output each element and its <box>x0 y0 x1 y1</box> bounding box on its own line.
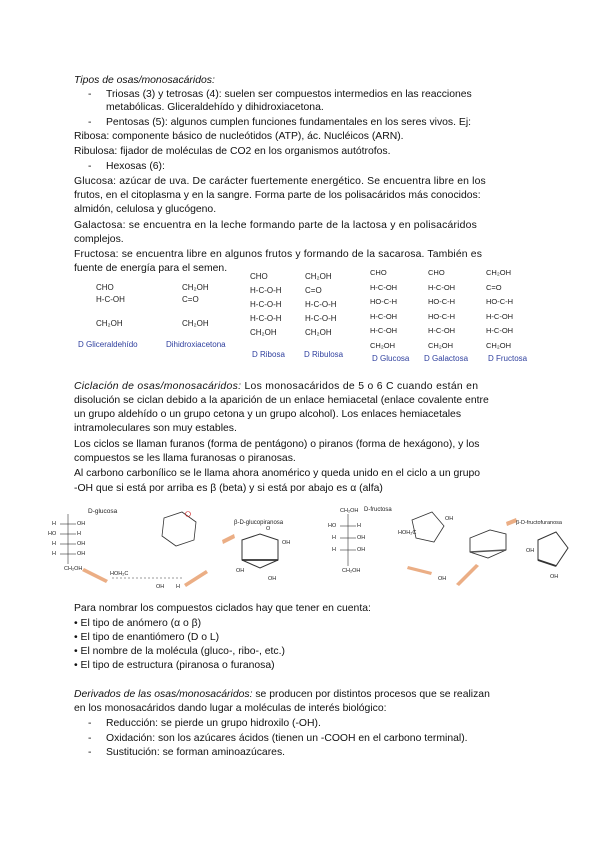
reaction-arrow <box>184 570 208 587</box>
list-item-hexosas: - Hexosas (6): <box>88 161 165 172</box>
glucosa-line-2: frutos, en el citoplasma y en la sangre. Forma parte de los polisacáridos más conocidos: <box>74 190 481 201</box>
svg-text:OH: OH <box>156 584 165 590</box>
list-item-pentosas: - Pentosas (5): algunos cumplen funciones fundamentales en los seres vivos. Ej: <box>88 117 472 128</box>
fig-right-title: D-fructosa <box>364 507 392 513</box>
svg-text:OH: OH <box>357 547 366 553</box>
ciclos-line-2: compuestos se les llama furanosas o piranosas. <box>74 453 296 464</box>
list-item-triosas: - Triosas (3) y tetrosas (4): suelen ser compuestos intermedios en las reacciones <box>88 89 472 100</box>
glucose-chain <box>60 514 76 564</box>
ribulosa-label: D Ribulosa <box>304 350 344 359</box>
glucosa-label: D Glucosa <box>372 354 410 363</box>
ciclacion-line-4: intramoleculares son muy estables. <box>74 423 237 434</box>
svg-text:HOH₂C: HOH₂C <box>110 571 129 577</box>
svg-text:H: H <box>332 547 336 553</box>
fructosa-line-2: fuente de energía para el semen. <box>74 263 228 274</box>
fructosa-formula: CH₂OH C=O HO-C-H H-C-OH H-C-OH CH₂OH <box>486 268 514 350</box>
derivados-line-1: Derivados de las osas/monosacáridos: se producen por distintos procesos que se realizan <box>74 689 490 700</box>
dihidroxiacetona-formula: CH₂OH C=O CH₂OH <box>182 283 209 328</box>
anomerico-line-2: -OH que si está por arriba es β (beta) y si está por abajo es α (alfa) <box>74 483 383 494</box>
list-item-triosas-cont: metabólicas. Gliceraldehído y dihidroxiacetona. <box>106 102 324 113</box>
ribosa-formula: CHO H-C-O-H H-C-O-H H-C-O-H CH₂OH <box>250 272 282 337</box>
svg-text:OH: OH <box>526 548 535 554</box>
ciclacion-line-1: Ciclación de osas/monosacáridos: Los monosacáridos de 5 o 6 C cuando están en <box>74 381 479 392</box>
glucosa-line-3: almidón, celulosa y glucógeno. <box>74 204 217 215</box>
svg-text:H: H <box>332 535 336 541</box>
fructose-cyclization-figure <box>320 500 580 592</box>
svg-text:O: O <box>266 526 271 532</box>
svg-text:H: H <box>77 531 81 537</box>
galactosa-line-1: Galactosa: se encuentra en la leche formando parte de la lactosa y en polisacáridos <box>74 220 478 231</box>
anomerico-line-1: Al carbono carbonílico se le llama ahora anomérico y queda unido en el ciclo a un grupo <box>74 468 481 479</box>
svg-text:CH₂OH: CH₂OH <box>340 508 359 514</box>
svg-text:HOH₂C: HOH₂C <box>398 530 417 536</box>
list-item-reduccion: - Reducción: se pierde un grupo hidroxilo (-OH). <box>88 718 321 729</box>
galactosa-label: D Galactosa <box>424 354 469 363</box>
section-title-tipos: Tipos de osas/monosacáridos: <box>74 75 215 86</box>
svg-text:OH: OH <box>282 540 291 546</box>
naming-intro: Para nombrar los compuestos ciclados hay que tener en cuenta: <box>74 603 371 614</box>
ciclacion-line-2: disolución se ciclan debido a la aparición de un enlace hemiacetal (enlace covalente entre <box>74 395 489 406</box>
naming-item: • El tipo de anómero (α o β) <box>74 618 202 629</box>
ribulosa-formula: CH₂OH C=O H-C-O-H H-C-O-H CH₂OH <box>305 272 337 337</box>
svg-text:OH: OH <box>236 568 245 574</box>
section-title-derivados: Derivados de las osas/monosacáridos: <box>74 689 253 700</box>
section-title-ciclacion: Ciclación de osas/monosacáridos: <box>74 381 242 392</box>
derivados-line-2: en los monosacáridos dando lugar a moléculas de interés biológico: <box>74 703 387 714</box>
gliceraldehido-label: D Gliceraldehído <box>78 340 138 349</box>
ribosa-label: D Ribosa <box>252 350 285 359</box>
svg-text:OH: OH <box>77 521 86 527</box>
naming-item: • El tipo de enantiómero (D o L) <box>74 632 220 643</box>
ribosa-text: Ribosa: componente básico de nucleótidos (ATP), ác. Nucléicos (ARN). <box>74 131 404 142</box>
svg-text:H: H <box>176 584 180 590</box>
galactosa-line-2: complejos. <box>74 234 124 245</box>
fructosa-line-1: Fructosa: se encuentra libre en algunos frutos y formando de la sacarosa. También es <box>74 249 483 260</box>
naming-item: • El tipo de estructura (piranosa o furanosa) <box>74 660 275 671</box>
ribulosa-text: Ribulosa: fijador de moléculas de CO2 en los organismos autótrofos. <box>74 146 391 157</box>
fig-left-title: D-glucosa <box>88 508 118 515</box>
svg-text:HO: HO <box>48 531 57 537</box>
svg-text:OH: OH <box>445 516 454 522</box>
svg-text:OH: OH <box>77 551 86 557</box>
ciclacion-line-3: un grupo aldehído o un grupo cetona y un grupo alcohol). Los enlaces hemiacetales <box>74 409 462 420</box>
svg-text:HO: HO <box>328 523 337 529</box>
fructosa-label: D Fructosa <box>488 354 528 363</box>
svg-text:OH: OH <box>268 576 277 582</box>
reaction-arrow <box>222 534 235 544</box>
svg-text:H: H <box>52 551 56 557</box>
svg-text:CH₂OH: CH₂OH <box>342 568 361 574</box>
glucosa-line-1: Glucosa: azúcar de uva. De carácter fuertemente energético. Se encuentra libre en los <box>74 176 486 187</box>
reaction-arrow <box>407 566 432 575</box>
list-item-sustitucion: - Sustitución: se forman aminoazúcares. <box>88 747 286 758</box>
fig-right-result: β-D-fructofuranosa <box>516 520 562 526</box>
galactosa-formula: CHO H-C-OH HO-C-H HO-C-H H-C-OH CH₂OH <box>428 268 456 350</box>
svg-text:H: H <box>52 541 56 547</box>
glucose-cyclization-figure <box>46 500 316 592</box>
gliceraldehido-formula: CHO H-C-OH CH₂OH <box>96 283 125 328</box>
svg-text:OH: OH <box>438 576 447 582</box>
svg-text:CH₂OH: CH₂OH <box>64 566 83 572</box>
glucosa-formula: CHO H-C-OH HO-C-H H-C-OH H-C-OH CH₂OH <box>370 268 398 350</box>
reaction-arrow <box>82 568 108 583</box>
svg-text:H: H <box>52 521 56 527</box>
list-item-oxidacion: - Oxidación: son los azúcares ácidos (tienen un -COOH en el carbono terminal). <box>88 733 468 744</box>
svg-text:OH: OH <box>77 541 86 547</box>
svg-text:OH: OH <box>550 574 559 580</box>
fig-left-result: β-D-glucopiranosa <box>234 520 284 526</box>
svg-text:OH: OH <box>357 535 366 541</box>
reaction-arrow <box>456 564 479 586</box>
dihidroxiacetona-label: Dihidroxiacetona <box>166 340 226 349</box>
naming-item: • El nombre de la molécula (gluco-, ribo-, etc.) <box>74 646 285 657</box>
ciclos-line-1: Los ciclos se llaman furanos (forma de pentágono) o piranos (forma de hexágono), y los <box>74 439 480 450</box>
svg-text:H: H <box>357 523 361 529</box>
